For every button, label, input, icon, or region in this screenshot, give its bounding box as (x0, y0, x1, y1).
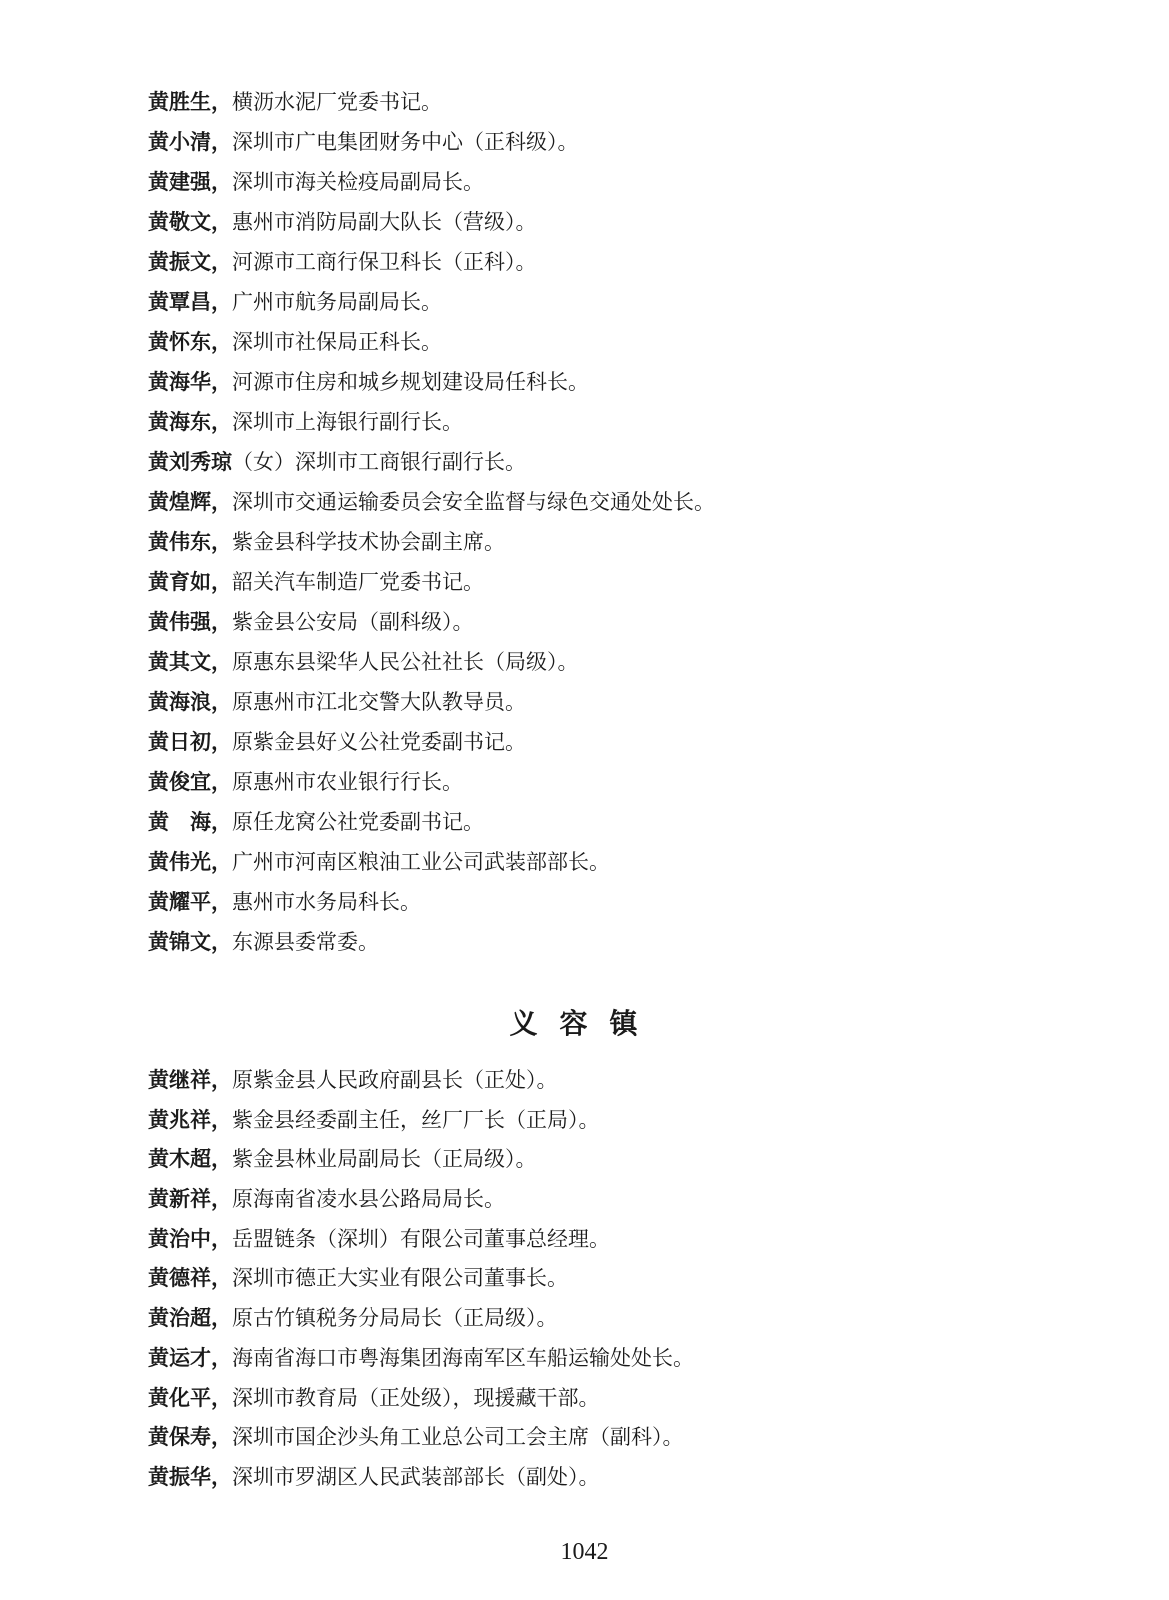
entry-list-1 (148, 82, 1048, 962)
entry-name: 黄继祥， (148, 1068, 232, 1092)
list-item (148, 762, 1048, 802)
entry-name: 黄刘秀琼 (148, 450, 232, 474)
entry-name: 黄 海， (148, 810, 232, 834)
list-item (148, 722, 1048, 762)
list-item (148, 242, 1048, 282)
entry-desc: 原紫金县好义公社党委副书记。 (232, 730, 526, 754)
list-item (148, 802, 1048, 842)
entry-name: 黄德祥， (148, 1266, 232, 1291)
entry-desc: 紫金县科学技术协会副主席。 (232, 530, 505, 554)
list-item (148, 1140, 1048, 1180)
entry-name: 黄煌辉， (148, 490, 232, 514)
entry-desc: 紫金县经委副主任，丝厂厂长（正局）。 (232, 1107, 600, 1132)
entry-name: 黄伟强， (148, 610, 232, 634)
entry-name: 黄小清， (148, 130, 232, 154)
list-item (148, 202, 1048, 242)
entry-desc: 原惠州市江北交警大队教导员。 (232, 690, 526, 714)
list-item (148, 322, 1048, 362)
page-number: 1042 (560, 1539, 609, 1565)
list-item (148, 882, 1048, 922)
entry-desc: 韶关汽车制造厂党委书记。 (232, 570, 484, 594)
entry-desc: 深圳市交通运输委员会安全监督与绿色交通处处长。 (232, 490, 715, 514)
list-item (148, 1101, 1048, 1141)
list-item (148, 1458, 1048, 1498)
entry-desc: 广州市航务局副局长。 (232, 290, 442, 314)
entry-desc: 原任龙窝公社党委副书记。 (232, 810, 484, 834)
entry-name: 黄海东， (148, 410, 232, 434)
entry-name: 黄治中， (148, 1226, 232, 1251)
entry-desc: 惠州市水务局科长。 (232, 890, 421, 914)
entry-name: 黄胜生， (148, 90, 232, 114)
entry-desc: 原紫金县人民政府副县长（正处）。 (232, 1068, 558, 1092)
entry-list-2 (148, 1061, 1048, 1498)
entry-desc: 紫金县林业局副局长（正局级）。 (232, 1147, 537, 1172)
list-item (148, 122, 1048, 162)
list-item (148, 602, 1048, 642)
list-item (148, 442, 1048, 482)
entry-desc: 原海南省凌水县公路局局长。 (232, 1187, 505, 1212)
entry-desc: 惠州市消防局副大队长（营级）。 (232, 210, 537, 234)
list-item (148, 522, 1048, 562)
entry-name: 黄木超， (148, 1147, 232, 1172)
list-item (148, 922, 1048, 962)
entry-name: 黄新祥， (148, 1187, 232, 1212)
entry-name: 黄敬文， (148, 210, 232, 234)
entry-name: 黄治超， (148, 1306, 232, 1331)
list-item (148, 362, 1048, 402)
list-item (148, 1220, 1048, 1260)
entry-desc: 深圳市社保局正科长。 (232, 330, 442, 354)
entry-desc: 紫金县公安局（副科级）。 (232, 610, 474, 634)
entry-desc: 岳盟链条（深圳）有限公司董事总经理。 (232, 1226, 610, 1251)
entry-name: 黄振文， (148, 250, 232, 274)
entry-desc: 深圳市广电集团财务中心（正科级）。 (232, 130, 579, 154)
entry-name: 黄海浪， (148, 690, 232, 714)
list-item (148, 402, 1048, 442)
entry-desc: 横沥水泥厂党委书记。 (232, 90, 442, 114)
entry-name: 黄伟光， (148, 850, 232, 874)
list-item (148, 642, 1048, 682)
entry-name: 黄覃昌， (148, 290, 232, 314)
entry-desc: 原古竹镇税务分局局长（正局级）。 (232, 1306, 558, 1331)
entry-desc: 广州市河南区粮油工业公司武装部部长。 (232, 850, 610, 874)
list-item (148, 482, 1048, 522)
list-item (148, 162, 1048, 202)
entry-desc: 深圳市罗湖区人民武装部部长（副处）。 (232, 1464, 600, 1489)
list-item (148, 682, 1048, 722)
list-item (148, 82, 1048, 122)
entry-name: 黄俊宜， (148, 770, 232, 794)
entry-name: 黄耀平， (148, 890, 232, 914)
entry-name: 黄其文， (148, 650, 232, 674)
list-item (148, 1418, 1048, 1458)
entry-desc: 原惠州市农业银行行长。 (232, 770, 463, 794)
entry-name: 黄化平， (148, 1385, 232, 1410)
list-item (148, 282, 1048, 322)
entry-desc: 原惠东县梁华人民公社社长（局级）。 (232, 650, 579, 674)
entry-name: 黄怀东， (148, 330, 232, 354)
entry-desc: 东源县委常委。 (232, 930, 379, 954)
entry-name: 黄伟东， (148, 530, 232, 554)
entry-name: 黄兆祥， (148, 1107, 232, 1132)
entry-name: 黄保寿， (148, 1425, 232, 1450)
list-item (148, 1180, 1048, 1220)
list-item (148, 1259, 1048, 1299)
entry-name: 黄海华， (148, 370, 232, 394)
list-item (148, 1379, 1048, 1419)
list-item (148, 1339, 1048, 1379)
section-title: 义容镇 (509, 1007, 660, 1040)
entry-name: 黄建强， (148, 170, 232, 194)
entry-name: 黄振华， (148, 1464, 232, 1489)
entry-desc: （女）深圳市工商银行副行长。 (232, 450, 526, 474)
entry-name: 黄锦文， (148, 930, 232, 954)
entry-desc: 海南省海口市粤海集团海南军区车船运输处处长。 (232, 1345, 694, 1370)
entry-name: 黄日初， (148, 730, 232, 754)
entry-desc: 深圳市上海银行副行长。 (232, 410, 463, 434)
list-item (148, 842, 1048, 882)
list-item (148, 1299, 1048, 1339)
entry-desc: 河源市住房和城乡规划建设局任科长。 (232, 370, 589, 394)
list-item (148, 1061, 1048, 1101)
entry-name: 黄育如， (148, 570, 232, 594)
entry-desc: 深圳市教育局（正处级），现援藏干部。 (232, 1385, 600, 1410)
entry-desc: 河源市工商行保卫科长（正科）。 (232, 250, 537, 274)
list-item (148, 562, 1048, 602)
entry-name: 黄运才， (148, 1345, 232, 1370)
entry-desc: 深圳市德正大实业有限公司董事长。 (232, 1266, 568, 1291)
entry-desc: 深圳市国企沙头角工业总公司工会主席（副科）。 (232, 1425, 684, 1450)
entry-desc: 深圳市海关检疫局副局长。 (232, 170, 484, 194)
